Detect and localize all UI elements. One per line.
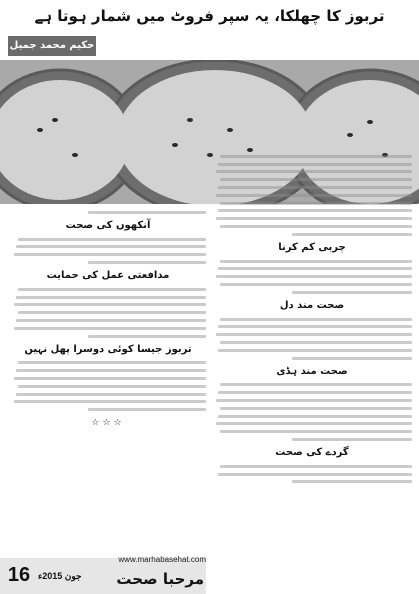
text-line [88, 408, 206, 411]
text-line [220, 283, 412, 286]
section-eye-health [10, 219, 206, 264]
text-line [220, 202, 412, 205]
text-line [14, 400, 206, 403]
text-line [220, 155, 412, 158]
article-column-left [10, 206, 206, 546]
section-fat-reduction [212, 241, 412, 294]
text-line [18, 288, 206, 291]
text-line [16, 393, 206, 396]
text-line [218, 415, 412, 418]
section-kidney-health [212, 446, 412, 483]
section-no-other-fruit [10, 343, 206, 412]
text-line [216, 422, 412, 425]
text-line [14, 303, 206, 306]
text-line [220, 430, 412, 433]
text-line [220, 465, 412, 468]
text-line [216, 275, 412, 278]
section-healthy-bones [212, 365, 412, 441]
text-line [14, 327, 206, 330]
text-line [16, 245, 206, 248]
text-line [218, 349, 412, 352]
text-line [216, 194, 412, 197]
text-line [218, 163, 412, 166]
section-heading: صحت مند دل [279, 299, 345, 311]
text-line [18, 311, 206, 314]
website-url: www.marhabasehat.com [118, 555, 206, 564]
text-line [216, 217, 412, 220]
end-marker: ☆☆☆ [91, 418, 125, 429]
text-line [292, 291, 412, 294]
text-line [88, 335, 206, 338]
article-title: تربوز کا چھلکا، یہ سپر فروٹ میں شمار ہوتا ہے [34, 7, 385, 25]
section-healthy-heart [212, 299, 412, 360]
text-line [88, 261, 206, 264]
text-line [292, 357, 412, 360]
text-line [218, 473, 412, 476]
section-heading: آنکھوں کی صحت [65, 219, 151, 231]
text-line [18, 238, 206, 241]
section-intro-right [212, 155, 412, 236]
text-line [216, 399, 412, 402]
text-line [292, 480, 412, 483]
text-line [292, 438, 412, 441]
text-line [218, 391, 412, 394]
author-byline: حکیم محمد جمیل [8, 36, 96, 56]
text-line [218, 209, 412, 212]
text-line [218, 186, 412, 189]
text-line [220, 341, 412, 344]
text-line [14, 253, 206, 256]
text-line [218, 325, 412, 328]
section-heading: تربوز جیسا کوئی دوسرا پھل نہیں [24, 343, 192, 355]
article-column-right [212, 150, 412, 580]
text-line [220, 178, 412, 181]
text-line [218, 267, 412, 270]
page-number: 16 [7, 564, 31, 586]
issue-date: جون 2015ء [38, 571, 82, 581]
page-footer [0, 546, 419, 594]
text-line [216, 333, 412, 336]
section-heading: چربی کم کرنا [278, 241, 346, 253]
text-line [220, 318, 412, 321]
section-heading: مدافعتی عمل کی حمایت [46, 269, 170, 281]
text-line [18, 361, 206, 364]
magazine-masthead: مرحبا صحت [116, 570, 204, 588]
text-line [220, 407, 412, 410]
text-line [16, 319, 206, 322]
section-intro-left [10, 211, 206, 214]
text-line [216, 170, 412, 173]
section-heading: صحت مند ہڈی [276, 365, 348, 377]
text-line [14, 377, 206, 380]
text-line [18, 385, 206, 388]
text-line [220, 260, 412, 263]
text-line [16, 369, 206, 372]
section-heading: گردے کی صحت [275, 446, 349, 458]
text-line [16, 296, 206, 299]
text-line [220, 383, 412, 386]
section-immune-support [10, 269, 206, 338]
text-line [292, 233, 412, 236]
text-line [220, 225, 412, 228]
text-line [88, 211, 206, 214]
